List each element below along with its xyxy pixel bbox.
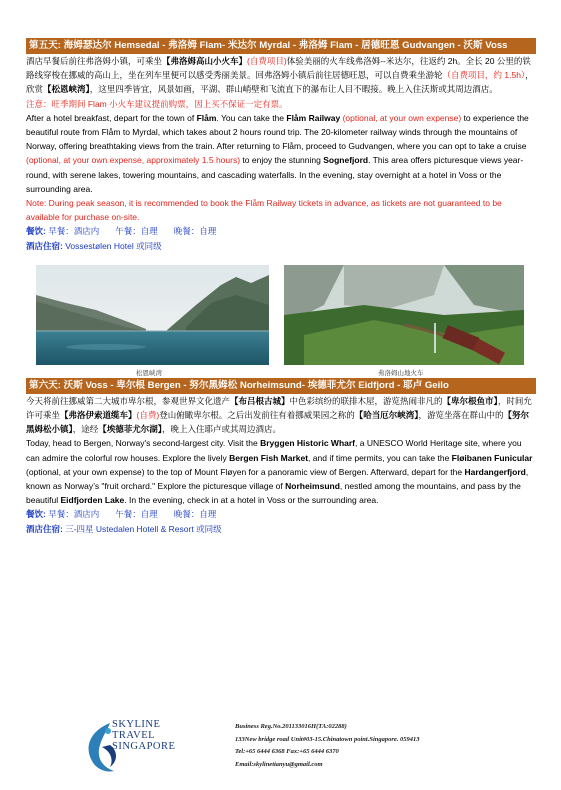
flam-railway-photo [284, 265, 524, 365]
footer [80, 717, 500, 777]
company-address: 133New bridge road Unit#03-15.Chinatown point.Singapore. 059413 [235, 735, 420, 743]
business-reg: Business Reg.No.201133016H(TA:02288) [235, 723, 347, 730]
day5-title: 第五天: 海姆瑟达尔 Hemsedal - 弗洛姆 Flam- 米达尔 Myrdal - 弗洛姆 Flam - 居德旺恩 Gudvangen - 沃斯 Voss [26, 38, 536, 54]
day6-english-description: Today, head to Bergen, Norway's second-largest city. Visit the Bryggen Historic Wharf, a UNESCO World Heritage site, where you can admire the colorful row houses. Explore the lively Bergen Fish Market, and if time permits, you can take the Fløibanen Funicular (optional, at your own expense) to the top of Mount Fløyen for a panoramic view of Bergen. Afterward, depart for the Hardangerfjord, known as Norway’s "fruit orchard." Explore the picturesque village of Norheimsund, nestled among the mountains, and pass by the beautiful Eidfjorden Lake. In the evening, check in at a hotel in Voss or the surrounding area. [26, 438, 533, 506]
day5-english-description: After a hotel breakfast, depart for the town of Flåm. You can take the Flåm Railway (optional, at your own expense) to experience the beautiful route from Flåm to Myrdal, which takes about 2 hours round trip. The 20-kilometer railway winds through the mountains of Norway, offering breathtaking views from the train. After returning to Flåm, proceed to Gudvangen, where you can opt to take a cruise (optional, at your own expense, approximately 1.5 hours) to enjoy the stunning Sognefjord. This area offers picturesque views year-round, with serene lakes, towering mountains, and cascading waterfalls. In the evening, stay overnight at a hotel in Voss or the surrounding area. [26, 112, 529, 194]
fjord-photo [36, 265, 269, 365]
day6-hotel: 酒店住宿: 三-四星 Ustedalen Hotell & Resort 或同级 [26, 523, 222, 534]
day6-title: 第六天: 沃斯 Voss - 卑尔根 Bergen - 努尔黑姆松 Norheimsund- 埃德菲尤尔 Eidfjord - 耶卢 Geilo [26, 378, 536, 394]
day6-chinese-description: 今天将前往挪威第二大城市卑尔根，参观世界文化遗产【布吕根古城】中色彩缤纷的联排木屋，游览热闹非凡的【卑尔根鱼市】，时间允许可乘坐【弗洛伊索道缆车】(自费)登山俯瞰卑尔根。之后出发前往有着挪威果园之称的【哈当厄尔峡湾】，游览坐落在群山中的【努尔黑姆松小镇】，途经【埃德菲尤尔湖】，晚上入住耶卢或其周边酒店。 [26, 395, 532, 435]
day5-meals: 餐饮: 早餐：酒店内 午餐：自理 晚餐：自理 [26, 226, 217, 237]
day5-english-note: Note: During peak season, it is recommended to book the Flåm Railway tickets in advance, as tickets are not guaranteed to be available for purchase on-site. [26, 198, 502, 223]
company-phone: Tel:+65 6444 6368 Fax:+65 6444 6370 [235, 748, 339, 755]
day5-chinese-note: 注意：旺季期间 Flam 小火车建议提前购票，因上买不保证一定有票。 [26, 98, 288, 109]
day5-chinese-description: 酒店早餐后前往弗洛姆小镇，可乘坐【弗洛姆高山小火车】(自费项目)体验美丽的火车线弗洛姆--米达尔，往返约 2h。全长 20 公里的铁路线穿梭在挪威的高山上，坐在列车里便可以感受秀丽美景。回弗洛姆小镇后前往居德旺恩，可以自费乘坐游轮（自费项目，约 1.5h），欣赏【松恩峡湾】，这里四季皆宜，风景如画，平湖、群山峭壁和飞流直下的瀑布让人目不暇接。晚上入住沃斯或其周边酒店。 [26, 56, 534, 95]
company-info [235, 721, 420, 771]
day6-meals: 餐饮: 早餐：酒店内 午餐：自理 晚餐：自理 [26, 509, 217, 520]
day5-hotel: 酒店住宿: Vossestølen Hotel 或同级 [26, 240, 162, 251]
caption-left: 松恩峡湾 [136, 369, 162, 377]
logo-wordmark: SKYLINE TRAVEL SINGAPORE [112, 719, 176, 752]
day5-photos [26, 253, 536, 378]
caption-right: 弗洛姆山地火车 [378, 369, 424, 377]
company-email[interactable]: Email:skylinetianyu@gmail.com [235, 760, 323, 768]
itinerary-page [26, 38, 536, 536]
